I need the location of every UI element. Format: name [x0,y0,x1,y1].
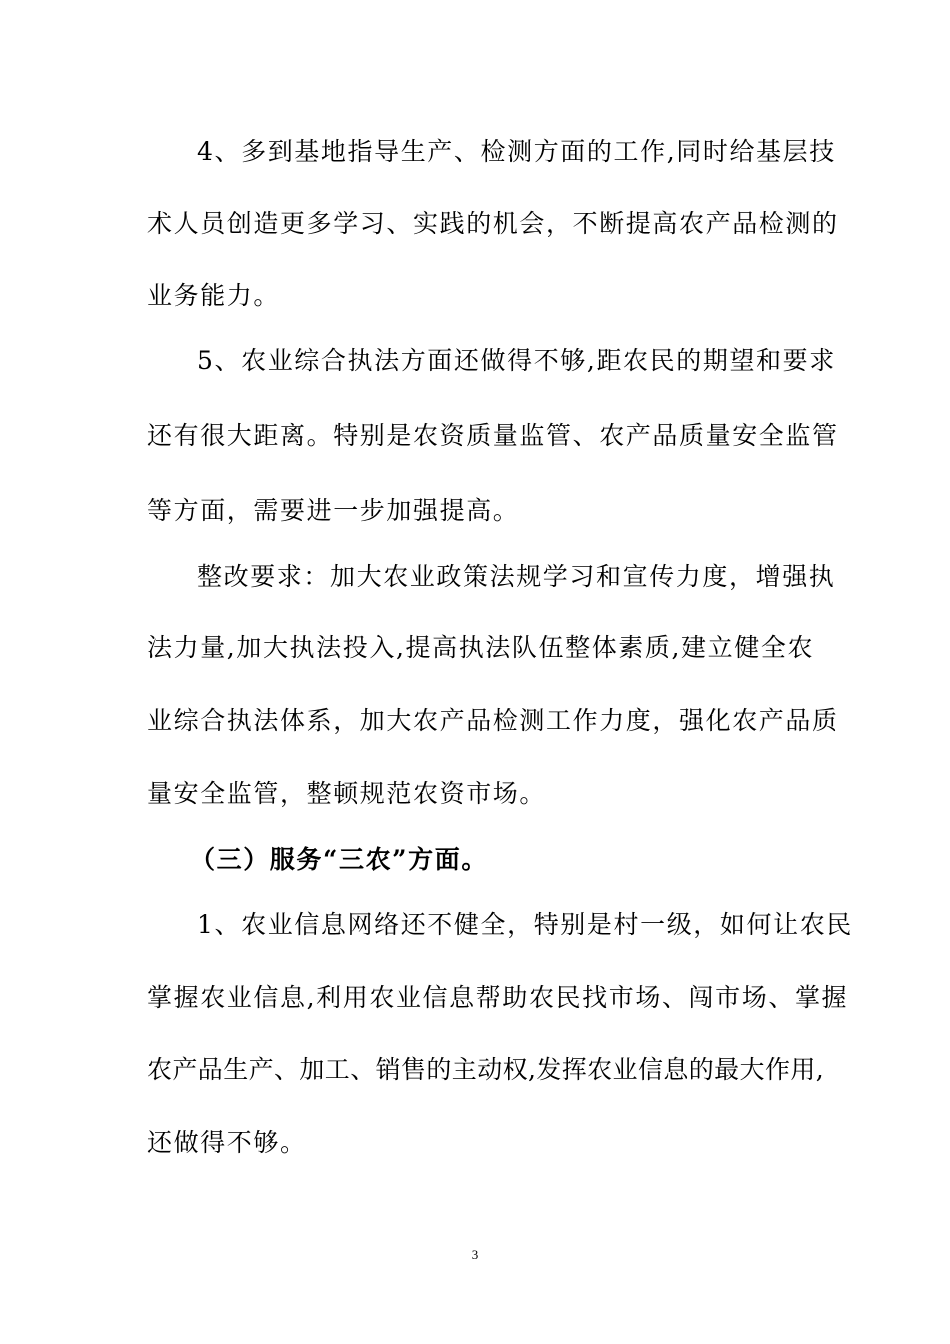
paragraph-line: 量安全监管，整顿规范农资市场。 [147,779,547,808]
paragraph-line: 还有很大距离。特别是农资质量监管、农产品质量安全监管 [147,421,839,450]
paragraph-line: 掌握农业信息,利用农业信息帮助农民找市场、闯市场、掌握 [147,983,849,1012]
paragraph-line: 业务能力。 [147,281,281,310]
paragraph-line: 4、多到基地指导生产、检测方面的工作,同时给基层技 [197,137,836,166]
paragraph-line: 等方面，需要进一步加强提高。 [147,496,520,525]
paragraph-line: 1、农业信息网络还不健全，特别是村一级，如何让农民 [197,910,853,939]
paragraph-line: 5、农业综合执法方面还做得不够,距农民的期望和要求 [197,346,836,375]
paragraph-line: 法力量,加大执法投入,提高执法队伍整体素质,建立健全农 [147,633,815,662]
section-heading: （三）服务“三农”方面。 [190,845,488,874]
paragraph-line: 整改要求：加大农业政策法规学习和宣传力度，增强执 [197,562,836,591]
paragraph-line: 业综合执法体系，加大农产品检测工作力度，强化农产品质 [147,706,839,735]
page-number: 3 [471,1247,479,1262]
paragraph-line: 农产品生产、加工、销售的主动权,发挥农业信息的最大作用, [147,1055,825,1084]
paragraph-line: 术人员创造更多学习、实践的机会，不断提高农产品检测的 [147,209,839,238]
paragraph-line: 还做得不够。 [147,1128,307,1157]
